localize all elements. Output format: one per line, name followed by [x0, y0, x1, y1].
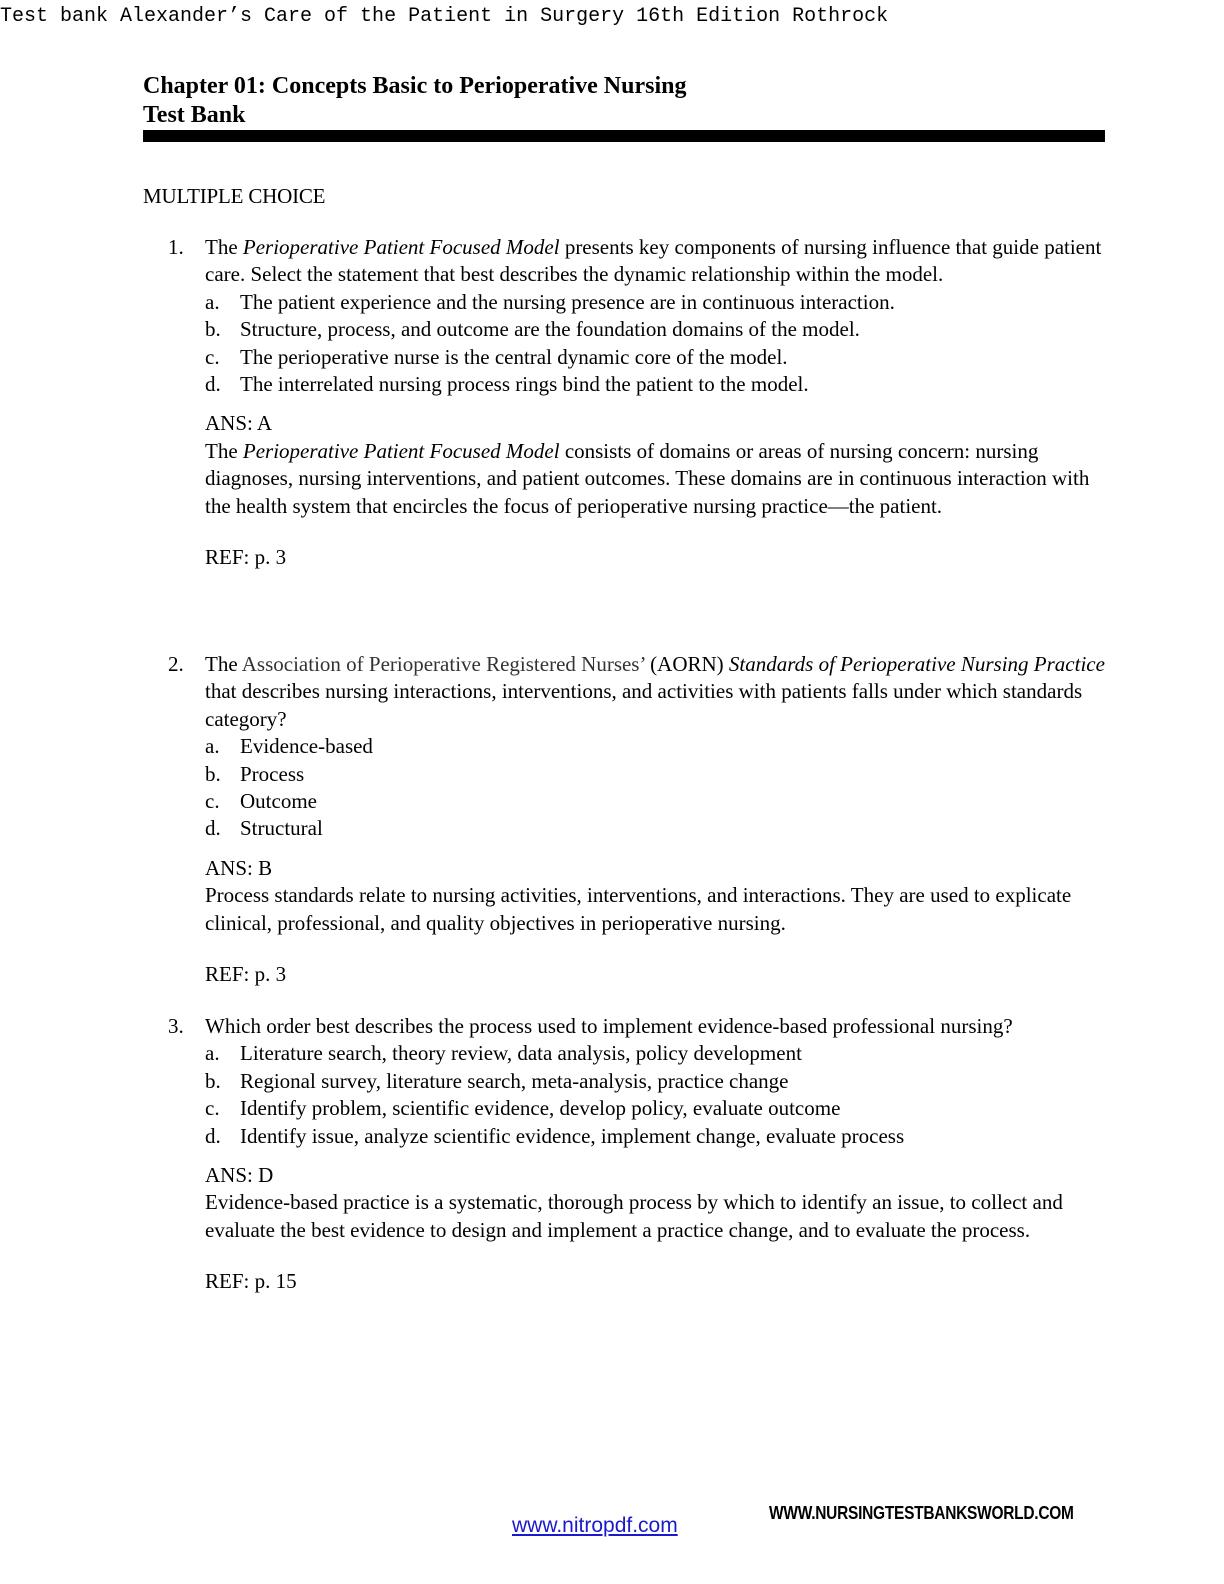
rationale-italic-title: Perioperative Patient Focused Model [242, 438, 560, 463]
answer-block [205, 1162, 1108, 1296]
answer-key: ANS: A [205, 411, 273, 436]
option-letter: a. [205, 1041, 220, 1066]
question-3 [168, 1013, 1108, 1296]
stem-text: The [205, 235, 243, 259]
rationale: Process standards relate to nursing activities, interventions, and interactions. They are used to explicate clinical, professional, and quality objectives in perioperative nursing. [205, 883, 1072, 935]
rationale-text: The [205, 438, 243, 463]
page-reference: REF: p. 3 [205, 545, 287, 570]
option-letter: d. [205, 372, 221, 397]
option-text: Identify problem, scientific evidence, develop policy, evaluate outcome [240, 1096, 841, 1121]
answer-block [205, 410, 1108, 571]
rationale: Evidence-based practice is a systematic, thorough process by which to identify an issue, to collect and evaluate the best evidence to design and implement a practice change, and to evaluate the process. [205, 1190, 1063, 1242]
option-a [205, 289, 1108, 316]
options-list [205, 1040, 1108, 1150]
option-text: Process [240, 761, 305, 786]
page-reference: REF: p. 3 [205, 962, 287, 987]
option-text: Structure, process, and outcome are the foundation domains of the model. [240, 317, 860, 342]
option-a [205, 1040, 1108, 1067]
title-divider [143, 130, 1105, 142]
option-text: Regional survey, literature search, meta-analysis, practice change [240, 1068, 789, 1093]
question-stem [205, 651, 1108, 733]
question-number: 3. [168, 1014, 184, 1038]
document-banner: Test bank Alexander’s Care of the Patient in Surgery 16th Edition Rothrock [0, 5, 889, 28]
option-letter: a. [205, 289, 220, 314]
chapter-subtitle: Test Bank [143, 102, 246, 128]
option-letter: d. [205, 816, 221, 841]
option-letter: b. [205, 317, 221, 342]
option-letter: a. [205, 734, 220, 759]
option-letter: d. [205, 1123, 221, 1148]
option-letter: c. [205, 344, 220, 369]
option-text: Evidence-based [240, 734, 373, 759]
option-letter: b. [205, 761, 221, 786]
answer-key: ANS: B [205, 855, 273, 880]
option-b [205, 316, 1108, 343]
options-list [205, 733, 1108, 843]
option-c [205, 1095, 1108, 1122]
question-2 [168, 651, 1108, 988]
option-letter: c. [205, 789, 220, 814]
option-d [205, 1123, 1108, 1150]
option-d [205, 371, 1108, 398]
stem-text: presents key components of nursing influence that guide patient care. Select the statement that best describes the dynamic relationship within the model. [205, 235, 1102, 287]
option-text: The patient experience and the nursing presence are in continuous interaction. [240, 289, 895, 314]
option-text: Structural [240, 816, 323, 841]
answer-key: ANS: D [205, 1163, 274, 1188]
stem-organization-name: Association of Perioperative Registered Nurses’ [241, 652, 645, 676]
option-c [205, 344, 1108, 371]
option-text: Outcome [240, 789, 317, 814]
option-a [205, 733, 1108, 760]
question-stem [205, 234, 1108, 289]
options-list [205, 289, 1108, 399]
answer-block [205, 855, 1108, 989]
rationale-text: consists of domains or areas of nursing concern: nursing diagnoses, nursing interventions, and patient outcomes. These domains are in continuous interaction with the health system that encircles the focus of perioperative nursing practice—the patient. [205, 438, 1090, 518]
stem-italic-title: Standards of Perioperative Nursing Practice [728, 652, 1105, 676]
option-letter: b. [205, 1068, 221, 1093]
chapter-title: Chapter 01: Concepts Basic to Perioperative Nursing [143, 73, 687, 99]
question-number: 1. [168, 235, 184, 259]
option-text: Identify issue, analyze scientific evidence, implement change, evaluate process [240, 1123, 905, 1148]
stem-italic-title: Perioperative Patient Focused Model [242, 235, 560, 259]
footer-watermark: WWW.NURSINGTESTBANKSWORLD.COM [769, 1503, 1074, 1523]
nitropdf-link[interactable]: www.nitropdf.com [512, 1514, 678, 1537]
rationale [205, 438, 1108, 520]
option-c [205, 788, 1108, 815]
option-b [205, 1068, 1108, 1095]
stem-text: (AORN) [644, 652, 729, 676]
question-stem: Which order best describes the process used to implement evidence-based professional nursing? [205, 1014, 1013, 1038]
option-text: Literature search, theory review, data analysis, policy development [240, 1041, 802, 1066]
stem-text: that describes nursing interactions, interventions, and activities with patients falls under which standards category? [205, 679, 1083, 731]
question-1 [168, 234, 1108, 571]
question-number: 2. [168, 652, 184, 676]
page-reference: REF: p. 15 [205, 1269, 297, 1294]
option-text: The interrelated nursing process rings bind the patient to the model. [240, 372, 809, 397]
stem-text: The [205, 652, 242, 676]
option-b [205, 761, 1108, 788]
section-heading: MULTIPLE CHOICE [143, 184, 326, 208]
option-letter: c. [205, 1096, 220, 1121]
option-d [205, 815, 1108, 842]
option-text: The perioperative nurse is the central dynamic core of the model. [240, 344, 788, 369]
